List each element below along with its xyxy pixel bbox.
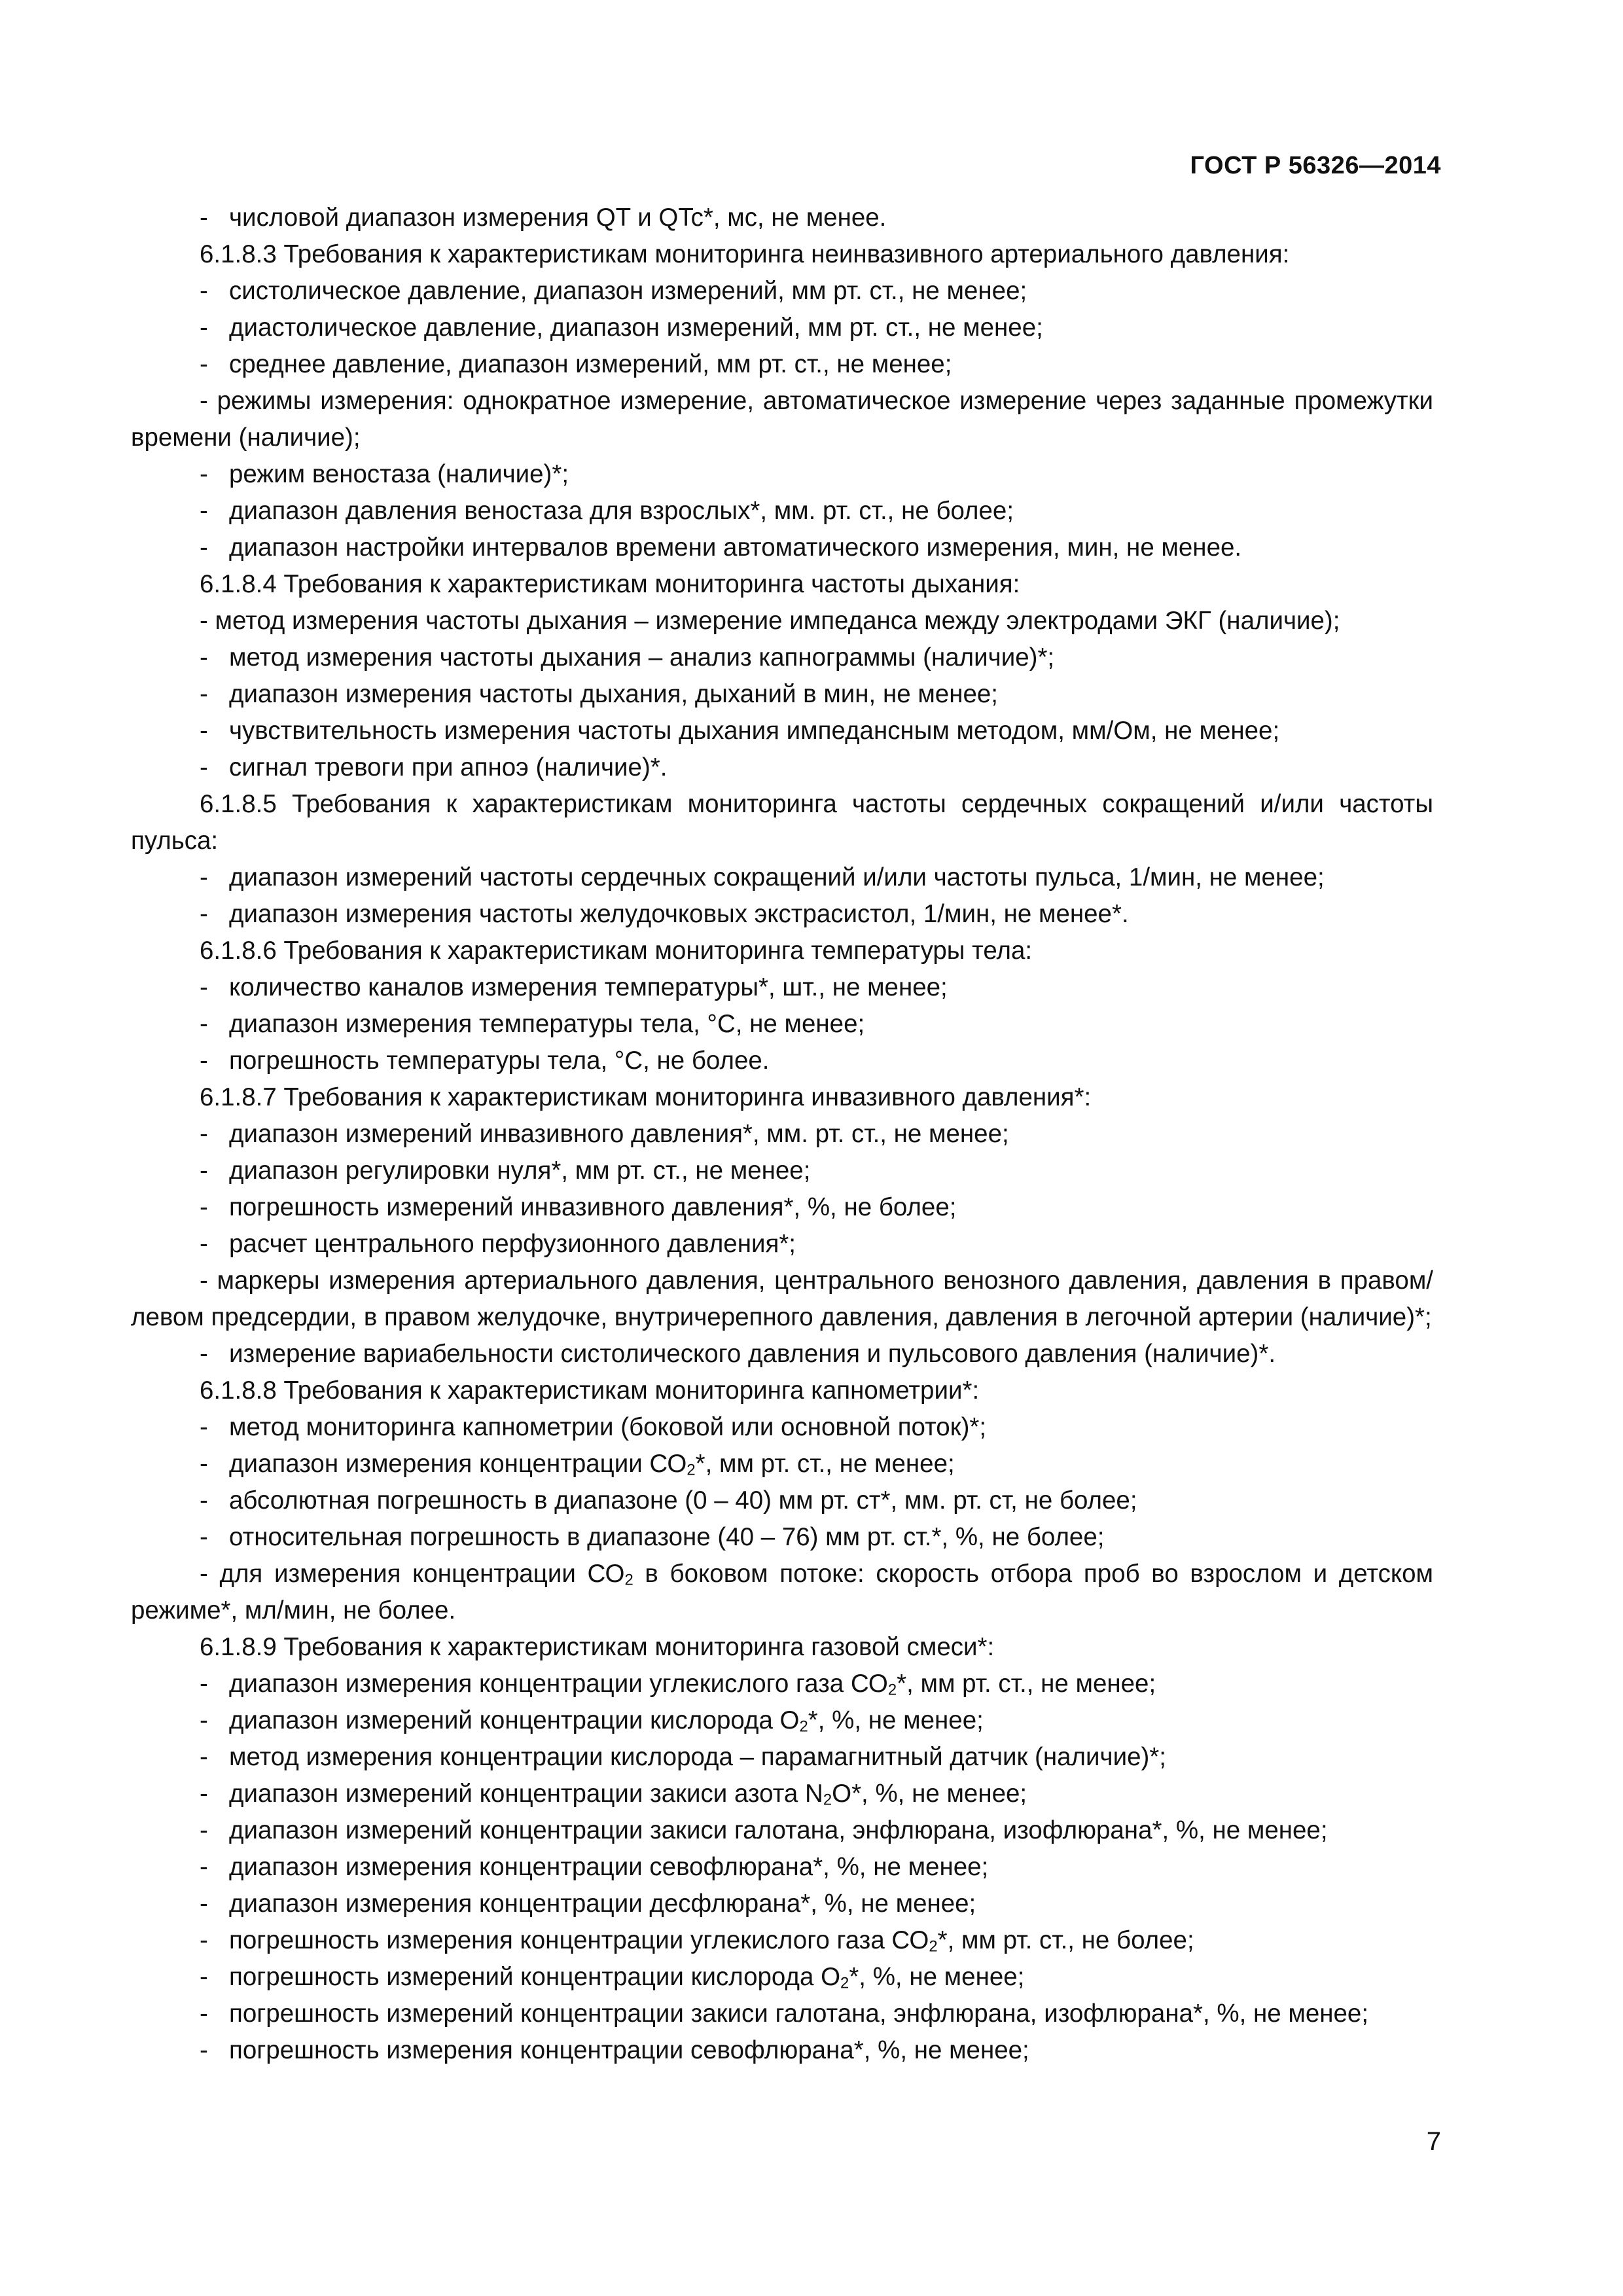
list-item <box>131 1006 1433 1043</box>
line-text: диапазон измерений инвазивного давления*, мм. рт. ст., не менее; <box>229 1120 1009 1148</box>
dash-marker: - <box>200 2036 208 2064</box>
line-text: диапазон измерения концентрации десфлюрана*, %, не менее; <box>229 1890 976 1918</box>
line-text: - метод измерения частоты дыхания – измерение импеданса между электродами ЭКГ (наличие); <box>200 607 1340 635</box>
line-text: - маркеры измерения артериального давления, центрального венозного давления, давления в правом/левом предсердии, в правом желудочке, внутричерепного давления, давления в легочной артерии (наличие)*; <box>131 1266 1433 1331</box>
dash-marker: - <box>200 1890 208 1918</box>
line-text: 6.1.8.3 Требования к характеристикам мониторинга неинвазивного артериального давления: <box>200 240 1290 268</box>
standard-code-header: ГОСТ Р 56326—2014 <box>1190 152 1441 179</box>
dash-marker: - <box>200 900 208 928</box>
dash-marker: - <box>200 680 208 708</box>
line-text: метод измерения концентрации кислорода – парамагнитный датчик (наличие)*; <box>229 1743 1166 1771</box>
line-text: диапазон измерения частоты желудочковых экстрасистол, 1/мин, не менее*. <box>229 900 1129 928</box>
text-part: погрешность измерения концентрации углекислого газа СО <box>229 1926 929 1954</box>
line-text: диапазон измерений частоты сердечных сокращений и/или частоты пульса, 1/мин, не менее; <box>229 863 1325 891</box>
text-part: диапазон измерения концентрации углекислого газа СО <box>229 1670 888 1698</box>
dash-marker: - <box>200 863 208 891</box>
text-part: диапазон измерений концентрации закиси азота N <box>229 1780 823 1808</box>
dash-marker: - <box>200 717 208 745</box>
dash-marker: - <box>200 1963 208 1991</box>
list-item <box>131 1556 1433 1629</box>
line-text: метод мониторинга капнометрии (боковой или основной поток)*; <box>229 1413 987 1441</box>
line-text: измерение вариабельности систолического давления и пульсового давления (наличие)*. <box>229 1340 1276 1368</box>
text-part: O*, %, не менее; <box>832 1780 1027 1808</box>
line-text: диапазон измерения температуры тела, °С, не менее; <box>229 1010 865 1038</box>
dash-marker: - <box>200 1523 208 1551</box>
line-text: погрешность температуры тела, °С, не более. <box>229 1047 770 1075</box>
subscript: 2 <box>840 1974 849 1992</box>
dash-marker: - <box>200 497 208 525</box>
text-part: *, мм рт. ст., не менее; <box>897 1670 1156 1698</box>
list-item <box>131 1153 1433 1189</box>
dash-marker: - <box>200 1413 208 1441</box>
dash-marker: - <box>200 1193 208 1221</box>
list-item <box>131 493 1433 529</box>
section-heading <box>131 1629 1433 1666</box>
line-text: 6.1.8.7 Требования к характеристикам мониторинга инвазивного давления*: <box>200 1083 1092 1111</box>
line-text: систолическое давление, диапазон измерений, мм рт. ст., не менее; <box>229 277 1027 305</box>
list-item <box>131 969 1433 1006</box>
list-item <box>131 676 1433 713</box>
text-part: в боковом потоке: скорость отбора проб во взрослом и детском режиме*, мл/мин, не более. <box>131 1560 1433 1624</box>
line-text: диапазон регулировки нуля*, мм рт. ст., не менее; <box>229 1157 811 1185</box>
text-part: *, %, не менее; <box>808 1706 984 1734</box>
dash-marker: - <box>200 1706 208 1734</box>
dash-marker: - <box>200 1047 208 1075</box>
list-item <box>131 383 1433 456</box>
dash-marker: - <box>200 753 208 781</box>
dash-marker: - <box>200 1926 208 1954</box>
line-text <box>229 1926 1194 1954</box>
list-item <box>131 1739 1433 1776</box>
list-item <box>131 639 1433 676</box>
text-part: *, %, не менее; <box>849 1963 1025 1991</box>
list-item <box>131 1116 1433 1153</box>
line-text: метод измерения частоты дыхания – анализ капнограммы (наличие)*; <box>229 643 1055 672</box>
dash-marker: - <box>200 1853 208 1881</box>
subscript: 2 <box>799 1717 808 1736</box>
subscript: 2 <box>887 1681 897 1699</box>
subscript: 2 <box>823 1791 832 1809</box>
line-text: 6.1.8.5 Требования к характеристикам мониторинга частоты сердечных сокращений и/или частоты пульса: <box>131 790 1433 855</box>
list-item <box>131 1959 1433 1996</box>
line-text: абсолютная погрешность в диапазоне (0 – 40) мм рт. ст*, мм. рт. ст, не более; <box>229 1486 1137 1515</box>
section-heading <box>131 1372 1433 1409</box>
line-text <box>229 1963 1024 1991</box>
subscript: 2 <box>687 1461 696 1479</box>
line-text: чувствительность измерения частоты дыхания импедансным методом, мм/Ом, не менее; <box>229 717 1280 745</box>
dash-marker: - <box>200 1340 208 1368</box>
list-item <box>131 1409 1433 1446</box>
line-text: погрешность измерения концентрации севофлюрана*, %, не менее; <box>229 2036 1029 2064</box>
dash-marker: - <box>200 2000 208 2028</box>
text-part: диапазон измерения концентрации СО <box>229 1450 687 1478</box>
dash-marker: - <box>200 204 208 232</box>
list-item <box>131 749 1433 786</box>
line-text: диапазон настройки интервалов времени автоматического измерения, мин, не менее. <box>229 533 1242 562</box>
dash-marker: - <box>200 314 208 342</box>
dash-marker: - <box>200 1157 208 1185</box>
list-item <box>131 1886 1433 1922</box>
list-item <box>131 1666 1433 1702</box>
subscript: 2 <box>624 1571 633 1589</box>
list-item <box>131 859 1433 896</box>
list-item <box>131 1336 1433 1372</box>
line-text: относительная погрешность в диапазоне (40 – 76) мм рт. ст.*, %, не более; <box>229 1523 1105 1551</box>
dash-marker: - <box>200 1120 208 1148</box>
line-text: погрешность измерений концентрации закиси галотана, энфлюрана, изофлюрана*, %, не менее; <box>229 2000 1369 2028</box>
line-text <box>131 1560 1433 1624</box>
list-item <box>131 1996 1433 2032</box>
line-text: - режимы измерения: однократное измерение, автоматическое измерение через заданные промежутки времени (наличие); <box>131 387 1433 452</box>
list-item <box>131 713 1433 749</box>
dash-marker: - <box>200 1670 208 1698</box>
list-item <box>131 1849 1433 1886</box>
dash-marker: - <box>200 643 208 672</box>
line-text: числовой диапазон измерения QT и QTc*, мс, не менее. <box>229 204 887 232</box>
line-text: погрешность измерений инвазивного давления*, %, не более; <box>229 1193 957 1221</box>
line-text: диапазон измерения частоты дыхания, дыханий в мин, не менее; <box>229 680 998 708</box>
line-text: режим веностаза (наличие)*; <box>229 460 569 488</box>
line-text <box>229 1780 1027 1808</box>
line-text: сигнал тревоги при апноэ (наличие)*. <box>229 753 668 781</box>
line-text: диапазон измерений концентрации закиси галотана, энфлюрана, изофлюрана*, %, не менее; <box>229 1816 1328 1844</box>
subscript: 2 <box>929 1937 938 1956</box>
line-text: расчет центрального перфузионного давления*; <box>229 1230 796 1258</box>
dash-marker: - <box>200 1010 208 1038</box>
list-item <box>131 1702 1433 1739</box>
line-text: количество каналов измерения температуры*, шт., не менее; <box>229 973 948 1001</box>
list-item <box>131 2032 1433 2069</box>
line-text <box>229 1450 955 1478</box>
list-item <box>131 1812 1433 1849</box>
section-heading <box>131 933 1433 969</box>
line-text: диапазон давления веностаза для взрослых*, мм. рт. ст., не более; <box>229 497 1014 525</box>
list-item <box>131 603 1433 639</box>
list-item <box>131 1482 1433 1519</box>
line-text: диапазон измерения концентрации севофлюрана*, %, не менее; <box>229 1853 989 1881</box>
list-item <box>131 529 1433 566</box>
list-item <box>131 310 1433 346</box>
dash-marker: - <box>200 1743 208 1771</box>
text-part: погрешность измерений концентрации кислорода О <box>229 1963 841 1991</box>
document-body <box>131 200 1433 2069</box>
dash-marker: - <box>200 277 208 305</box>
list-item <box>131 1043 1433 1079</box>
section-heading <box>131 1079 1433 1116</box>
list-item <box>131 896 1433 933</box>
list-item <box>131 1446 1433 1482</box>
text-part: - для измерения концентрации СО <box>200 1560 625 1588</box>
dash-marker: - <box>200 1816 208 1844</box>
dash-marker: - <box>200 1230 208 1258</box>
section-heading <box>131 566 1433 603</box>
list-item <box>131 456 1433 493</box>
dash-marker: - <box>200 1450 208 1478</box>
list-item <box>131 273 1433 310</box>
dash-marker: - <box>200 973 208 1001</box>
line-text: среднее давление, диапазон измерений, мм рт. ст., не менее; <box>229 350 952 378</box>
line-text <box>229 1670 1156 1698</box>
section-heading <box>131 236 1433 273</box>
list-item <box>131 1263 1433 1336</box>
line-text: 6.1.8.4 Требования к характеристикам мониторинга частоты дыхания: <box>200 570 1020 598</box>
list-item <box>131 1226 1433 1263</box>
dash-marker: - <box>200 350 208 378</box>
dash-marker: - <box>200 1486 208 1515</box>
line-text: диастолическое давление, диапазон измерений, мм рт. ст., не менее; <box>229 314 1043 342</box>
list-item <box>131 1922 1433 1959</box>
list-item <box>131 200 1433 236</box>
line-text <box>229 1706 984 1734</box>
list-item <box>131 1776 1433 1812</box>
dash-marker: - <box>200 460 208 488</box>
dash-marker: - <box>200 1780 208 1808</box>
list-item <box>131 1519 1433 1556</box>
list-item <box>131 1189 1433 1226</box>
section-heading <box>131 786 1433 859</box>
dash-marker: - <box>200 533 208 562</box>
line-text: 6.1.8.6 Требования к характеристикам мониторинга температуры тела: <box>200 937 1033 965</box>
line-text: 6.1.8.9 Требования к характеристикам мониторинга газовой смеси*: <box>200 1633 995 1661</box>
list-item <box>131 346 1433 383</box>
line-text: 6.1.8.8 Требования к характеристикам мониторинга капнометрии*: <box>200 1376 980 1405</box>
text-part: *, мм рт. ст., не менее; <box>695 1450 955 1478</box>
page-number: 7 <box>1426 2127 1441 2156</box>
text-part: диапазон измерений концентрации кислорода О <box>229 1706 800 1734</box>
text-part: *, мм рт. ст., не более; <box>937 1926 1194 1954</box>
